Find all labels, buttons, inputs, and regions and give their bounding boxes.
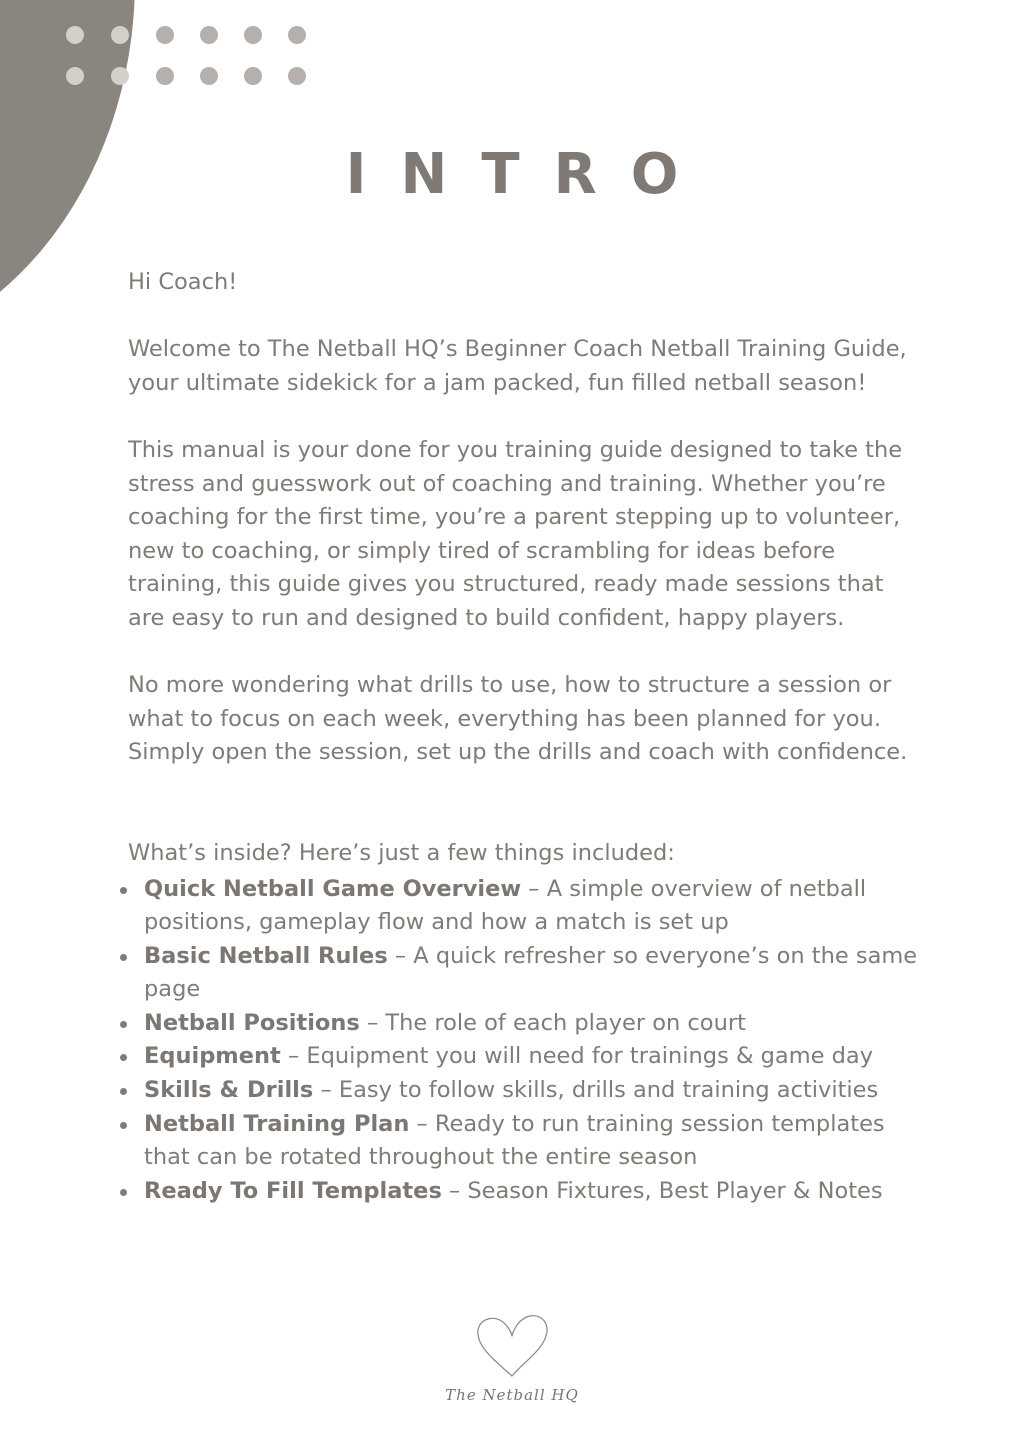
item-description: – Ready to run training session templates that can be rotated throughout the entire season: [144, 1110, 885, 1171]
decorative-dot: [200, 67, 218, 85]
item-title: Quick Netball Game Overview: [144, 875, 522, 902]
decorative-dot: [244, 26, 262, 44]
item-title: Netball Positions: [144, 1009, 360, 1036]
list-item: [128, 1040, 918, 1074]
decorative-dot: [244, 67, 262, 85]
decorative-dot: [156, 67, 174, 85]
paragraph-spacer: [128, 400, 918, 434]
item-description: – A simple overview of netball positions, gameplay flow and how a match is set up: [144, 875, 867, 936]
item-title: Basic Netball Rules: [144, 942, 388, 969]
decorative-dot: [66, 67, 84, 85]
item-title: Skills & Drills: [144, 1077, 314, 1104]
item-description: – Season Fixtures, Best Player & Notes: [441, 1177, 883, 1204]
item-title: Ready To Fill Templates: [144, 1177, 442, 1204]
brand-logo: [440, 1312, 584, 1422]
list-item: [128, 940, 918, 1007]
paragraph-spacer: [128, 636, 918, 670]
page-title: INTRO: [345, 142, 713, 207]
decorative-dot: [111, 26, 129, 44]
decorative-dot: [200, 26, 218, 44]
section-spacer: [128, 770, 918, 837]
list-item: [128, 1074, 918, 1108]
item-description: – A quick refresher so everyone’s on the same page: [144, 942, 918, 1003]
intro-content: [128, 266, 918, 1208]
dot-pattern: [66, 26, 316, 86]
item-description: – Equipment you will need for trainings & game day: [280, 1043, 874, 1070]
decorative-dot: [66, 26, 84, 44]
paragraph-spacer: [128, 300, 918, 334]
greeting: Hi Coach!: [128, 269, 238, 295]
manual-paragraph: This manual is your done for you training guide designed to take the stress and guesswork out of coaching and training. Whether you’re coaching for the first time, you’re a parent stepping up to volunteer, new to coaching, or simply tired of scrambling for ideas before training, this guide gives you structured, ready made sessions that are easy to run and designed to build confident, happy players.: [128, 436, 903, 631]
list-item: [128, 1007, 918, 1041]
decorative-dot: [288, 26, 306, 44]
list-item: [128, 1108, 918, 1175]
decorative-dot: [156, 26, 174, 44]
list-item: [128, 873, 918, 940]
item-description: – Easy to follow skills, drills and training activities: [313, 1077, 879, 1104]
item-description: – The role of each player on court: [359, 1009, 746, 1036]
heart-icon: [472, 1312, 552, 1382]
item-title: Netball Training Plan: [144, 1110, 410, 1137]
planning-paragraph: No more wondering what drills to use, how to structure a session or what to focus on each week, everything has been planned for you. Simply open the session, set up the drills and coach with confidence.: [128, 672, 908, 766]
logo-text: The Netball HQ: [445, 1386, 579, 1404]
decorative-dot: [111, 67, 129, 85]
item-title: Equipment: [144, 1043, 281, 1070]
decorative-dot: [288, 67, 306, 85]
included-list: [128, 873, 918, 1209]
inside-heading: What’s inside? Here’s just a few things included:: [128, 839, 675, 866]
welcome-paragraph: Welcome to The Netball HQ’s Beginner Coach Netball Training Guide, your ultimate sidekick for a jam packed, fun filled netball season!: [128, 336, 907, 396]
list-item: [128, 1175, 918, 1209]
